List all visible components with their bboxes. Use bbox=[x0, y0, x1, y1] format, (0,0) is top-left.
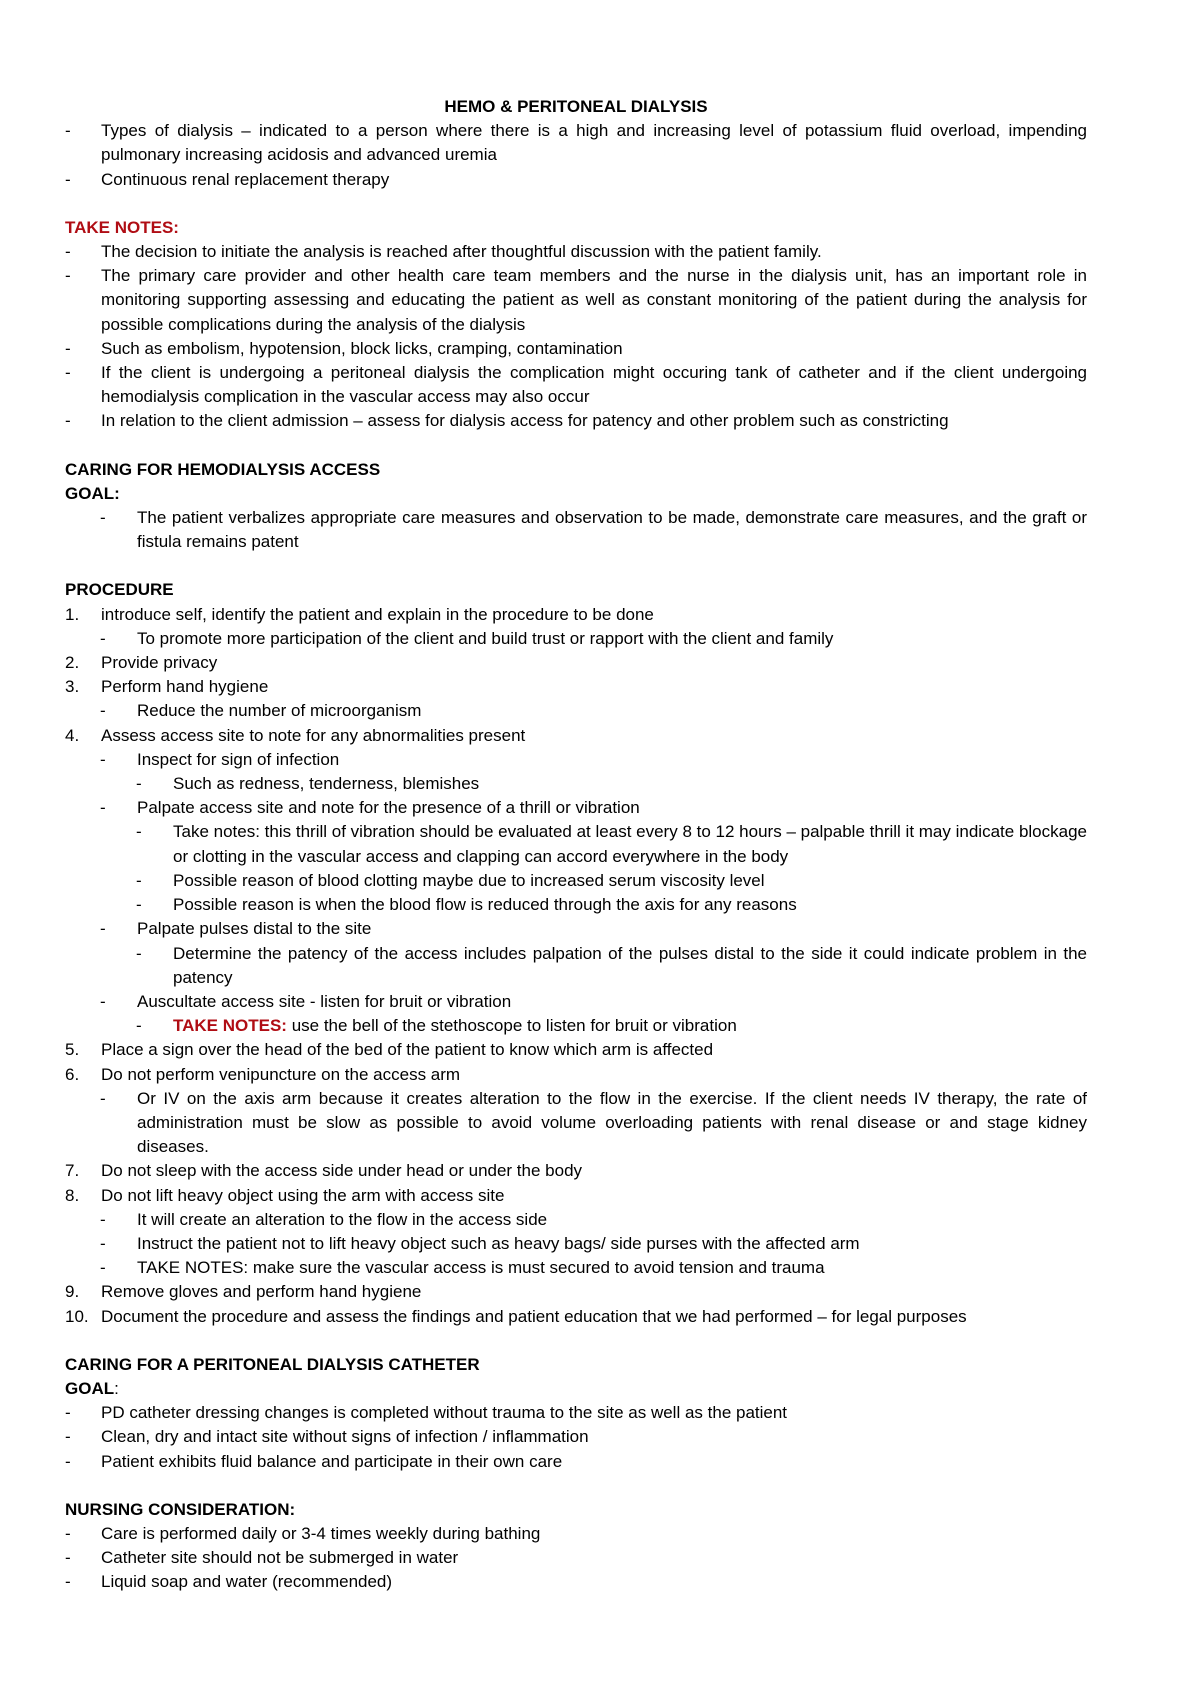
procedure-substep: - Inspect for sign of infection bbox=[65, 748, 1087, 772]
bullet-dash: - bbox=[65, 1523, 71, 1543]
bullet-dash: - bbox=[65, 1572, 71, 1592]
procedure-substep: - Auscultate access site - listen for bruit or vibration bbox=[65, 990, 1087, 1014]
take-notes-label: TAKE NOTES: bbox=[173, 1016, 287, 1036]
take-notes-item: - In relation to the client admission – assess for dialysis access for patency and other problem such as constricting bbox=[65, 409, 1087, 433]
nursing-consideration-heading: NURSING CONSIDERATION: bbox=[65, 1499, 296, 1519]
hemo-goal-item: - The patient verbalizes appropriate care measures and observation to be made, demonstrate care measures, and the graft or fistula remains patent bbox=[100, 508, 1087, 552]
pd-goal-item: - Patient exhibits fluid balance and participate in their own care bbox=[65, 1450, 1087, 1474]
bullet-dash: - bbox=[65, 338, 71, 358]
hemo-access-heading: CARING FOR HEMODIALYSIS ACCESS bbox=[65, 459, 381, 479]
procedure-step: 5. Place a sign over the head of the bed of the patient to know which arm is affected bbox=[65, 1038, 1087, 1062]
procedure-subsubstep: - Determine the patency of the access includes palpation of the pulses distal to the side it could indicate problem in the patency bbox=[136, 943, 1087, 987]
procedure-step: 10. Document the procedure and assess the findings and patient education that we had performed – for legal purposes bbox=[65, 1305, 1087, 1329]
bullet-dash: - bbox=[100, 1233, 106, 1253]
bullet-dash: - bbox=[100, 1209, 106, 1229]
step-number: 9. bbox=[65, 1282, 80, 1302]
procedure-substep: - TAKE NOTES: make sure the vascular access is must secured to avoid tension and trauma bbox=[65, 1256, 1087, 1280]
bullet-dash: - bbox=[136, 822, 142, 842]
intro-item: - Types of dialysis – indicated to a person where there is a high and increasing level of potassium fluid overload, impending pulmonary increasing acidosis and advanced uremia bbox=[65, 121, 1087, 165]
bullet-dash: - bbox=[65, 121, 71, 141]
procedure-step: 2. Provide privacy bbox=[65, 651, 1087, 675]
procedure-subsubstep: - Possible reason is when the blood flow is reduced through the axis for any reasons bbox=[65, 893, 1087, 917]
pd-goal-item: - PD catheter dressing changes is completed without trauma to the site as well as the patient bbox=[65, 1401, 1087, 1425]
step-number: 8. bbox=[65, 1185, 80, 1205]
take-notes-item: - The decision to initiate the analysis is reached after thoughtful discussion with the patient family. bbox=[65, 240, 1087, 264]
bullet-dash: - bbox=[100, 1258, 106, 1278]
take-notes-heading: TAKE NOTES: bbox=[65, 217, 179, 237]
bullet-dash: - bbox=[136, 943, 142, 963]
bullet-dash: - bbox=[136, 774, 142, 794]
step-number: 7. bbox=[65, 1161, 80, 1181]
bullet-dash: - bbox=[100, 749, 106, 769]
document-page bbox=[65, 95, 1087, 1595]
procedure-substep: - Or IV on the axis arm because it creates alteration to the flow in the exercise. If the client needs IV therapy, the rate of administration must be slow as possible to avoid volume overloading patients with renal disease or and stage kidney diseases. bbox=[100, 1088, 1087, 1157]
procedure-step: 3. Perform hand hygiene bbox=[65, 675, 1087, 699]
bullet-dash: - bbox=[65, 1548, 71, 1568]
take-notes-item: - Such as embolism, hypotension, block licks, cramping, contamination bbox=[65, 337, 1087, 361]
bullet-dash: - bbox=[100, 701, 106, 721]
bullet-dash: - bbox=[100, 508, 106, 528]
bullet-dash: - bbox=[65, 411, 71, 431]
intro-item: - Continuous renal replacement therapy bbox=[65, 168, 1087, 192]
procedure-substep: - Reduce the number of microorganism bbox=[65, 699, 1087, 723]
bullet-dash: - bbox=[100, 919, 106, 939]
bullet-dash: - bbox=[65, 169, 71, 189]
procedure-step: 6. Do not perform venipuncture on the access arm bbox=[65, 1063, 1087, 1087]
take-notes-item: - If the client is undergoing a peritoneal dialysis the complication might occuring tank of catheter and if the client undergoing hemodialysis complication in the vascular access may also occur bbox=[65, 363, 1087, 407]
step-number: 3. bbox=[65, 677, 80, 697]
pd-catheter-heading: CARING FOR A PERITONEAL DIALYSIS CATHETER bbox=[65, 1354, 480, 1374]
document-title: HEMO & PERITONEAL DIALYSIS bbox=[444, 97, 708, 116]
bullet-dash: - bbox=[136, 1016, 142, 1036]
bullet-dash: - bbox=[65, 1403, 71, 1423]
bullet-dash: - bbox=[136, 870, 142, 890]
hemo-goal-label: GOAL: bbox=[65, 483, 120, 503]
nursing-item: - Liquid soap and water (recommended) bbox=[65, 1570, 1087, 1594]
step-number: 10. bbox=[65, 1306, 89, 1326]
step-number: 4. bbox=[65, 725, 80, 745]
bullet-dash: - bbox=[65, 1451, 71, 1471]
step-number: 6. bbox=[65, 1064, 80, 1084]
pd-goal-item: - Clean, dry and intact site without signs of infection / inflammation bbox=[65, 1425, 1087, 1449]
procedure-subsubstep: - Such as redness, tenderness, blemishes bbox=[65, 772, 1087, 796]
bullet-dash: - bbox=[100, 991, 106, 1011]
procedure-substep: - Instruct the patient not to lift heavy object such as heavy bags/ side purses with the affected arm bbox=[65, 1232, 1087, 1256]
procedure-step: 8. Do not lift heavy object using the arm with access site bbox=[65, 1184, 1087, 1208]
procedure-substep: - To promote more participation of the client and build trust or rapport with the client and family bbox=[65, 627, 1087, 651]
bullet-dash: - bbox=[65, 363, 71, 383]
bullet-dash: - bbox=[100, 1088, 106, 1108]
take-notes-item: - The primary care provider and other health care team members and the nurse in the dialysis unit, has an important role in monitoring supporting assessing and educating the patient as well as constant monitoring of the patient during the analysis for possible complications during the analysis of the dialysis bbox=[65, 266, 1087, 334]
bullet-dash: - bbox=[100, 798, 106, 818]
procedure-subsubstep: - Take notes: this thrill of vibration should be evaluated at least every 8 to 12 hours – palpable thrill it may indicate blockage or clotting in the vascular access and clapping can accord everywhere in the body bbox=[136, 822, 1087, 866]
procedure-substep: - Palpate pulses distal to the site bbox=[65, 917, 1087, 941]
nursing-item: - Catheter site should not be submerged in water bbox=[65, 1546, 1087, 1570]
procedure-step: 9. Remove gloves and perform hand hygiene bbox=[65, 1280, 1087, 1304]
bullet-dash: - bbox=[136, 895, 142, 915]
bullet-dash: - bbox=[65, 242, 71, 262]
procedure-substep: - Palpate access site and note for the presence of a thrill or vibration bbox=[65, 796, 1087, 820]
procedure-substep: - It will create an alteration to the flow in the access side bbox=[65, 1208, 1087, 1232]
bullet-dash: - bbox=[100, 628, 106, 648]
step-number: 1. bbox=[65, 604, 80, 624]
procedure-step: 7. Do not sleep with the access side under head or under the body bbox=[65, 1159, 1087, 1183]
procedure-subsubstep: - Possible reason of blood clotting maybe due to increased serum viscosity level bbox=[65, 869, 1087, 893]
procedure-step: 4. Assess access site to note for any abnormalities present bbox=[65, 724, 1087, 748]
procedure-subsubstep: - TAKE NOTES: use the bell of the stethoscope to listen for bruit or vibration bbox=[65, 1014, 1087, 1038]
bullet-dash: - bbox=[65, 266, 71, 286]
bullet-dash: - bbox=[65, 1427, 71, 1447]
pd-goal-label: GOAL: bbox=[65, 1378, 119, 1398]
step-number: 5. bbox=[65, 1040, 80, 1060]
procedure-step: 1. introduce self, identify the patient and explain in the procedure to be done bbox=[65, 603, 1087, 627]
procedure-heading: PROCEDURE bbox=[65, 580, 174, 600]
step-number: 2. bbox=[65, 653, 80, 673]
nursing-item: - Care is performed daily or 3-4 times weekly during bathing bbox=[65, 1522, 1087, 1546]
